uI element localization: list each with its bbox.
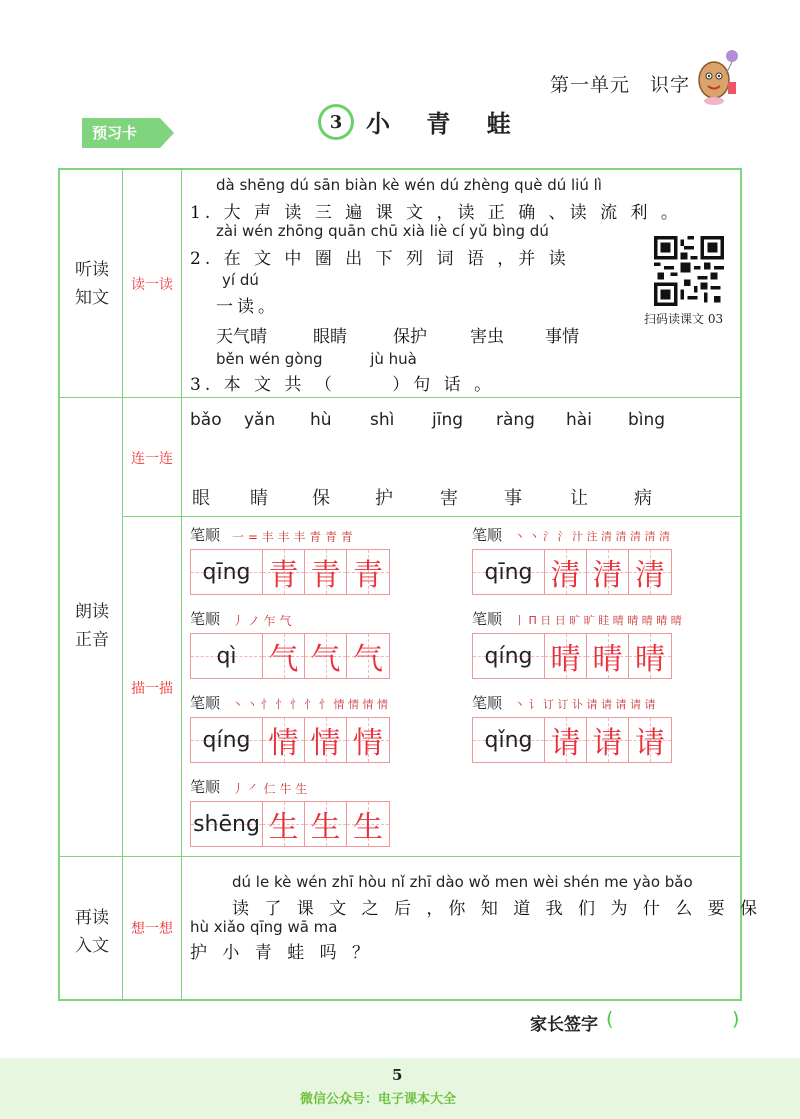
divider <box>58 397 742 398</box>
signature-bracket-right: ) <box>732 1008 740 1030</box>
instruction-line: 2. 在 文 中 圈 出 下 列 词 语 ，并 读 <box>190 249 570 269</box>
section-label-text: 再读 入文 <box>75 908 109 956</box>
char-cell[interactable] <box>347 718 389 762</box>
activity-think: 想一想 <box>131 921 173 937</box>
stroke-order-label: 笔顺 <box>190 778 221 796</box>
divider <box>181 168 182 1001</box>
page-number: 5 <box>392 1066 403 1084</box>
vocab-word: 天气晴 <box>216 327 267 347</box>
link-pinyin: shì <box>370 410 395 430</box>
char-cell[interactable] <box>587 718 629 762</box>
link-pinyin: hài <box>566 410 592 430</box>
pinyin-cell <box>473 718 545 762</box>
pinyin-text: qì <box>216 643 237 669</box>
pinyin-cell <box>191 550 263 594</box>
trace-char: 晴 <box>592 642 623 677</box>
trace-char: 生 <box>353 810 383 845</box>
qr-code-icon[interactable] <box>654 236 724 306</box>
link-char: 让 <box>570 488 588 509</box>
char-cell[interactable] <box>587 634 629 678</box>
lesson-number-badge <box>318 104 354 140</box>
char-cell[interactable] <box>305 718 347 762</box>
writing-box <box>190 633 390 679</box>
char-cell[interactable] <box>263 550 305 594</box>
trace-char: 生 <box>268 810 299 845</box>
trace-char: 清 <box>592 558 623 593</box>
parent-signature-label: 家长签字 <box>530 1015 598 1035</box>
pinyin-text: qíng <box>484 643 533 669</box>
link-char: 眼 <box>192 488 210 509</box>
char-cell[interactable] <box>629 718 671 762</box>
wechat-watermark: 微信公众号：电子课本大全 <box>300 1092 457 1107</box>
char-cell[interactable] <box>347 802 389 846</box>
trace-char: 晴 <box>635 642 665 677</box>
trace-char: 请 <box>592 726 623 761</box>
pinyin-text: qǐng <box>484 727 533 753</box>
stroke-sequence: 丶 讠 订 订 讣 请 请 请 请 请 <box>514 698 656 711</box>
stroke-sequence: 丿 ㇒ 仁 牛 生 <box>232 782 308 796</box>
char-cell[interactable] <box>347 550 389 594</box>
char-cell[interactable] <box>587 550 629 594</box>
pinyin-cell <box>473 634 545 678</box>
char-cell[interactable] <box>545 550 587 594</box>
writing-box <box>472 717 672 763</box>
trace-char: 清 <box>635 558 665 593</box>
link-pinyin: jīng <box>432 410 464 430</box>
writing-box <box>472 633 672 679</box>
trace-char: 青 <box>353 558 383 593</box>
preview-tab-label: 预习卡 <box>92 124 138 142</box>
link-pinyin: bìng <box>628 410 666 430</box>
signature-bracket-left: ( <box>606 1008 614 1030</box>
mascot-icon <box>692 46 742 108</box>
stroke-sequence: 丶 丶 氵 氵 汁 注 清 清 清 清 清 <box>514 530 670 543</box>
char-cell[interactable] <box>263 634 305 678</box>
pinyin-cell <box>473 550 545 594</box>
lesson-number: 3 <box>321 107 351 137</box>
trace-char: 气 <box>310 642 341 677</box>
section-label-reread <box>64 904 120 960</box>
link-char: 病 <box>634 488 652 509</box>
trace-char: 晴 <box>550 642 581 677</box>
qr-caption: 扫码读课文 03 <box>644 312 724 326</box>
trace-char: 生 <box>310 810 341 845</box>
vocab-word: 保护 <box>393 327 427 347</box>
char-cell[interactable] <box>347 634 389 678</box>
stroke-sequence: 丨 П 日 日 旷 旷 眭 晴 晴 晴 晴 晴 <box>514 614 682 627</box>
stroke-sequence: 丶 丶 忄 忄 忄 忄 忄 情 情 情 情 <box>232 698 388 711</box>
instruction-line: 1. 大 声 读 三 遍 课 文 ，读 正 确 、读 流 利 。 <box>190 203 682 223</box>
section-label-listen <box>64 256 120 312</box>
divider <box>58 856 742 857</box>
vocab-word: 事情 <box>545 327 579 347</box>
instruction-line: 3. 本 文 共 （ ）句 话 。 <box>190 375 496 395</box>
vocab-word: 害虫 <box>470 327 504 347</box>
activity-connect: 连一连 <box>131 451 173 467</box>
trace-char: 青 <box>268 558 299 593</box>
char-cell[interactable] <box>545 718 587 762</box>
vocab-word: 眼睛 <box>313 327 347 347</box>
writing-box <box>190 717 390 763</box>
pinyin-cell <box>191 802 263 846</box>
pinyin-text: qīng <box>202 559 251 585</box>
trace-char: 情 <box>268 726 299 761</box>
pinyin-text: qíng <box>202 727 251 753</box>
trace-char: 情 <box>310 726 341 761</box>
pinyin-text: qīng <box>484 559 533 585</box>
stroke-order-label: 笔顺 <box>472 694 503 712</box>
stroke-order-label: 笔顺 <box>190 694 221 712</box>
divider <box>122 516 742 517</box>
question-line: 读 了 课 文 之 后 ，你 知 道 我 们 为 什 么 要 保 <box>232 899 763 919</box>
link-pinyin: bǎo <box>190 410 222 430</box>
pinyin-cell <box>191 718 263 762</box>
char-cell[interactable] <box>305 634 347 678</box>
link-char: 事 <box>504 488 522 509</box>
stroke-order-label: 笔顺 <box>190 526 221 544</box>
stroke-order-label: 笔顺 <box>472 526 503 544</box>
question-line: 护 小 青 蛙 吗 ？ <box>190 943 375 963</box>
char-cell[interactable] <box>629 550 671 594</box>
link-char: 睛 <box>250 488 268 509</box>
trace-char: 气 <box>353 642 383 677</box>
trace-char: 青 <box>310 558 341 593</box>
section-label-text: 听读 知文 <box>75 260 109 308</box>
writing-box <box>190 549 390 595</box>
trace-char: 情 <box>353 726 383 761</box>
stroke-sequence: 一 = 丰 丰 丰 青 青 青 <box>232 530 353 544</box>
trace-char: 气 <box>268 642 299 677</box>
char-cell[interactable] <box>263 718 305 762</box>
pinyin-line: dú le kè wén zhī hòu nǐ zhī dào wǒ men wèi shén me yào bǎo <box>232 873 693 891</box>
link-pinyin: yǎn <box>244 410 276 430</box>
link-pinyin: ràng <box>496 410 535 430</box>
unit-title: 第一单元 识字 <box>550 74 691 96</box>
pinyin-line: zài wén zhōng quān chū xià liè cí yǔ bìng dú <box>216 222 549 240</box>
instruction-line: 一读。 <box>216 297 279 317</box>
trace-char: 请 <box>635 726 665 761</box>
stroke-order-label: 笔顺 <box>190 610 221 628</box>
signature-field[interactable] <box>618 1008 728 1030</box>
pinyin-cell <box>191 634 263 678</box>
pinyin-text: shēng <box>193 811 260 837</box>
pinyin-line: běn wén gòng jù huà <box>216 350 417 368</box>
pinyin-line: dà shēng dú sān biàn kè wén dú zhèng què dú liú lì <box>216 176 602 194</box>
char-cell[interactable] <box>263 802 305 846</box>
trace-char: 请 <box>550 726 581 761</box>
writing-box <box>472 549 672 595</box>
writing-box <box>190 801 390 847</box>
char-cell[interactable] <box>305 802 347 846</box>
section-label-pronounce <box>64 598 120 654</box>
char-cell[interactable] <box>545 634 587 678</box>
activity-read: 读一读 <box>131 277 173 293</box>
link-char: 护 <box>375 488 393 509</box>
link-char: 害 <box>440 488 458 509</box>
link-char: 保 <box>312 488 330 509</box>
stroke-sequence: 丿 ノ 乍 气 <box>232 614 292 628</box>
trace-char: 清 <box>550 558 581 593</box>
link-pinyin: hù <box>310 410 332 430</box>
lesson-title: 小 青 蛙 <box>366 109 525 138</box>
pinyin-line: hù xiǎo qīng wā ma <box>190 918 338 936</box>
activity-trace: 描一描 <box>131 681 173 697</box>
char-cell[interactable] <box>629 634 671 678</box>
stroke-order-label: 笔顺 <box>472 610 503 628</box>
char-cell[interactable] <box>305 550 347 594</box>
pinyin-line: yí dú <box>222 271 259 289</box>
section-label-text: 朗读 正音 <box>75 602 109 650</box>
